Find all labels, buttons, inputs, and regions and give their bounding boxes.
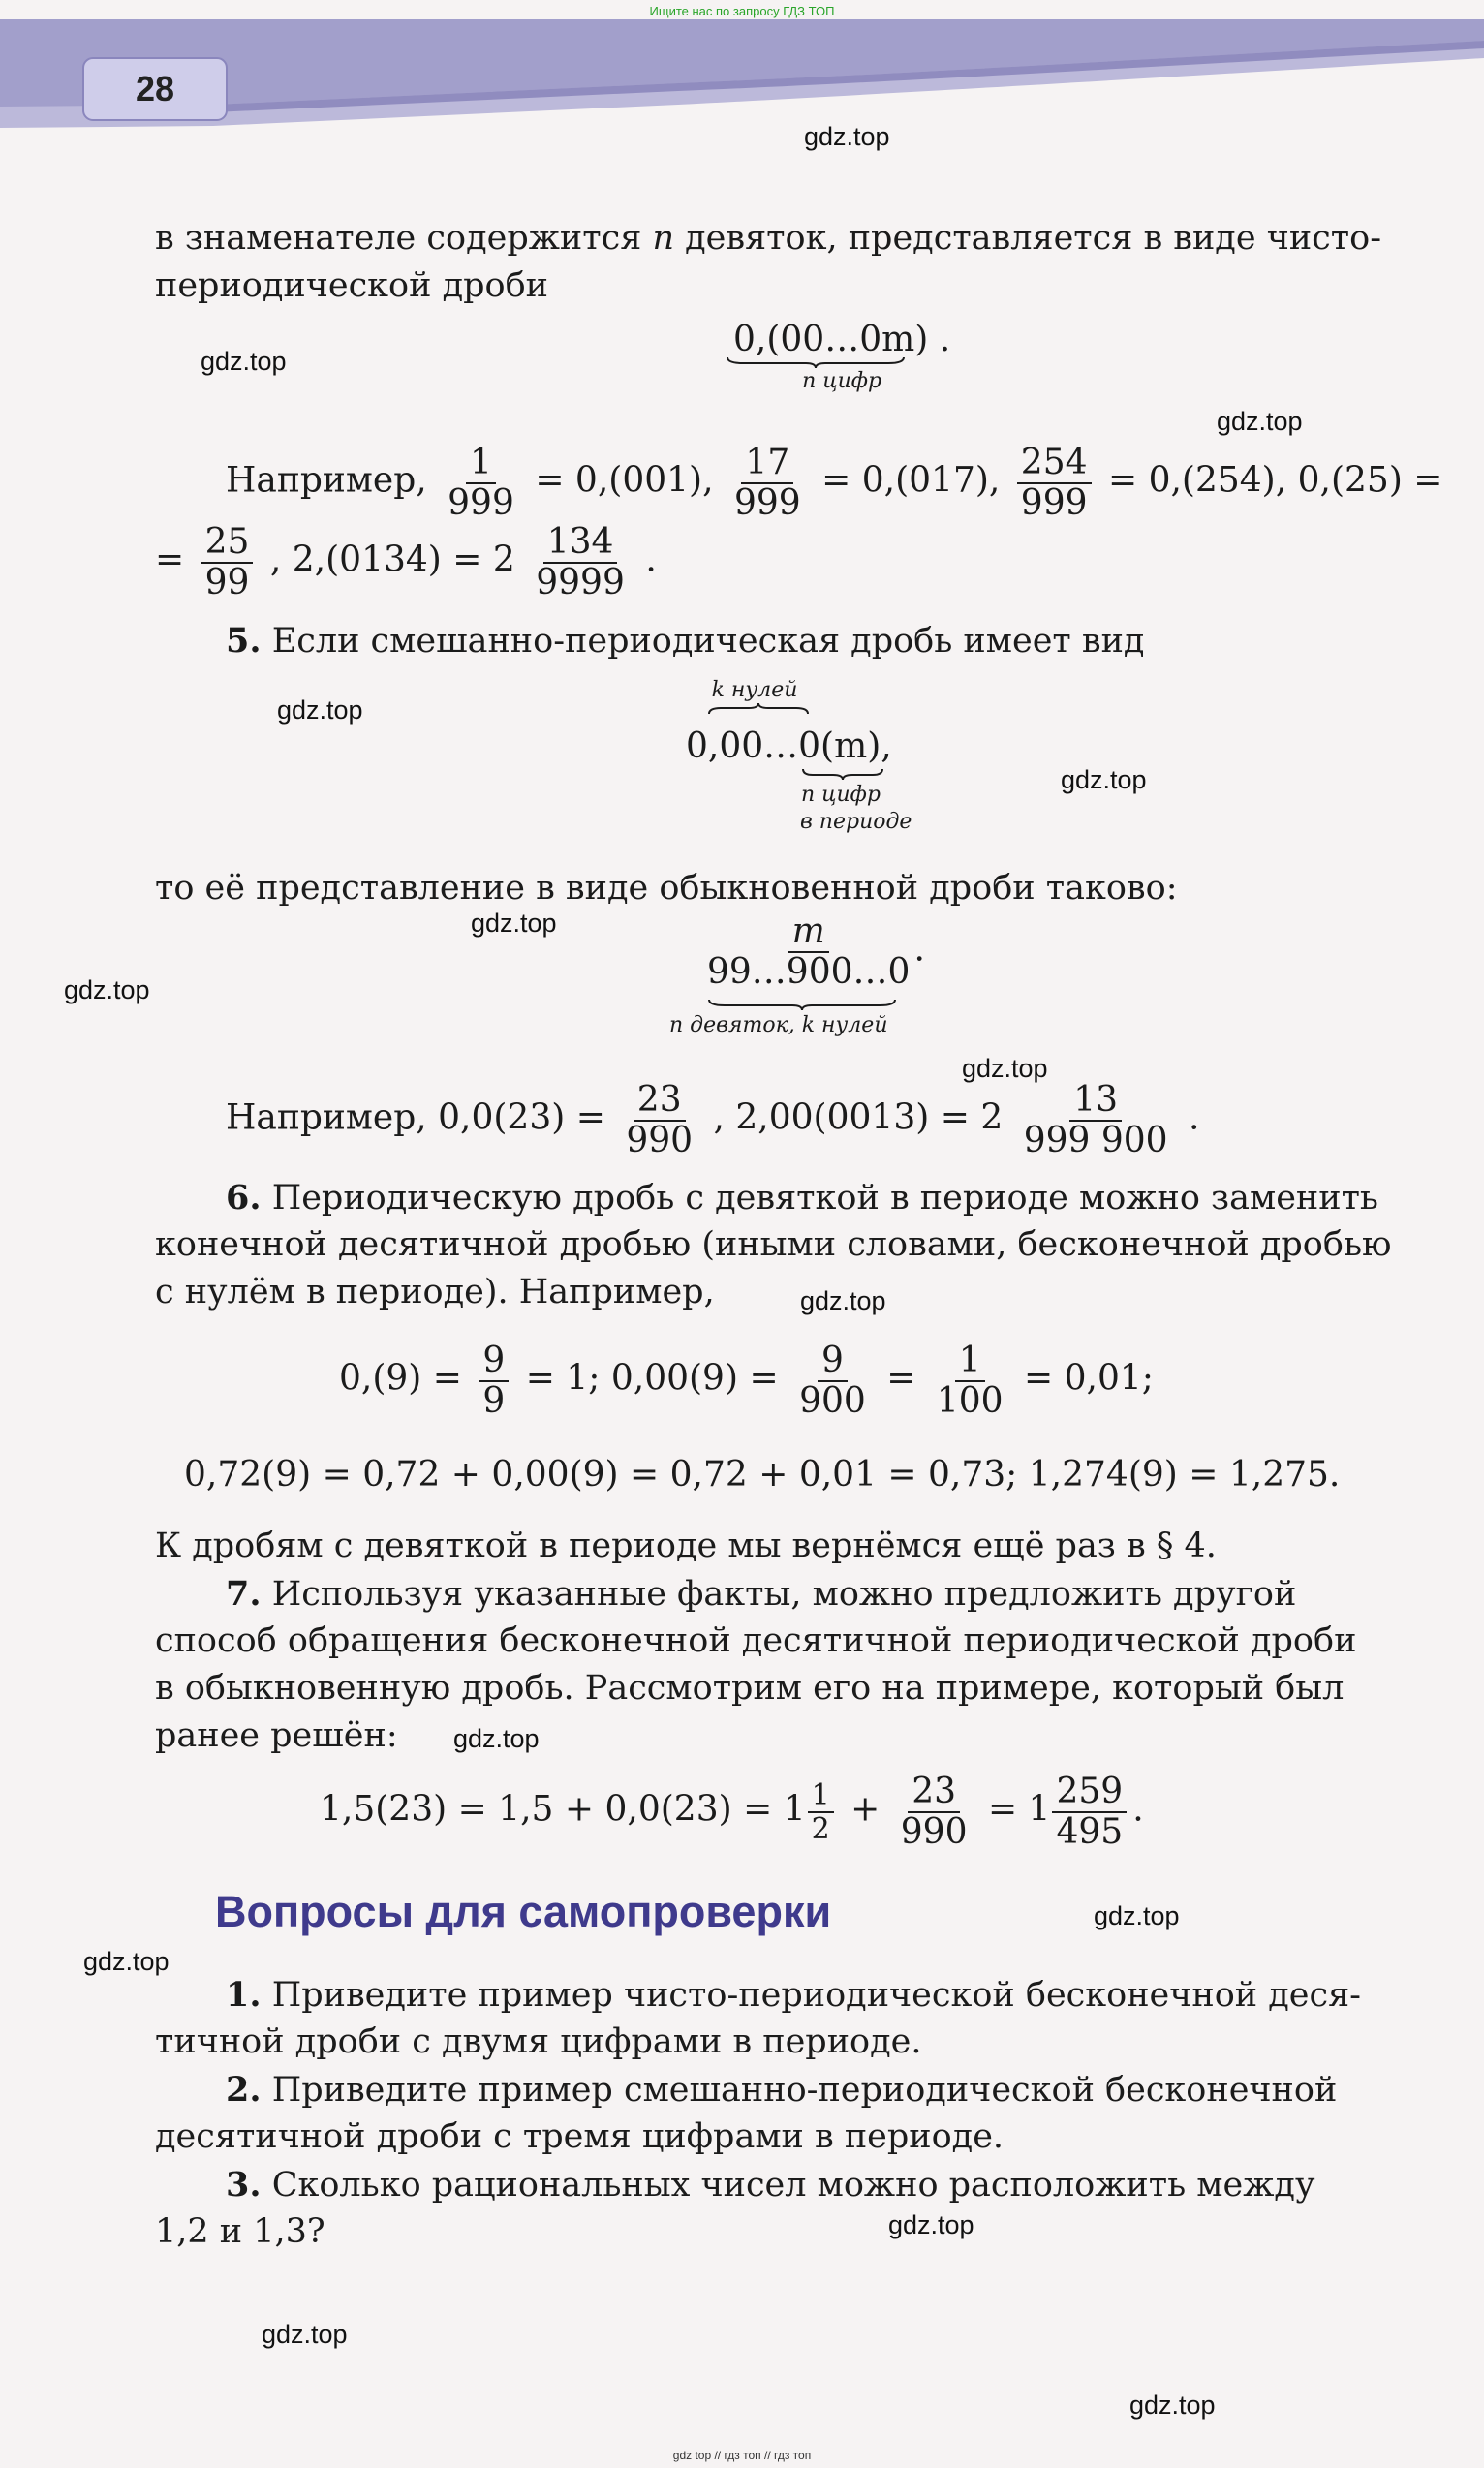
item-5: 5. Если смешанно-периодическая дробь имеет вид: [226, 621, 1145, 661]
fraction: $\frac{134}{9999}$: [536, 522, 625, 602]
overbrace: [705, 702, 812, 716]
question-3-line1: 3. Сколько рациональных чисел можно расположить между: [226, 2165, 1315, 2205]
fraction: $\frac{25}{99}$: [201, 523, 254, 602]
watermark: gdz.top: [800, 1286, 886, 1315]
watermark: gdz.top: [453, 1724, 540, 1753]
fraction: $\frac{23}{990}$: [900, 1772, 968, 1852]
watermark: gdz.top: [804, 122, 890, 151]
watermark: gdz.top: [888, 2210, 974, 2239]
formula-example-solved: 1,5(23) = 1,5 + 0,0(23) = 1 $\frac{1}{2}$ + $\frac{23}{990}$ = 1 $\frac{259}{495}$ .: [320, 1772, 1144, 1852]
question-2-line1: 2. Приведите пример смешанно-периодической бесконечной: [226, 2070, 1338, 2110]
formula-pure-period: 0,(00…0m) . n цифр: [733, 320, 950, 393]
fraction: $\frac{23}{990}$: [626, 1080, 694, 1160]
formula-mixed-period: k нулей: [717, 678, 812, 716]
example-2: Например, 0,0(23) = $\frac{23}{990}$ , 2,00(0013) = 2 $\frac{13}{999 900}$ .: [226, 1080, 1200, 1160]
fraction: $\frac{9}{9}$: [479, 1342, 509, 1420]
paragraph-1-line2: периодической дроби: [155, 266, 549, 305]
fraction: $\frac{9}{900}$: [799, 1341, 866, 1421]
watermark: gdz.top: [64, 975, 150, 1004]
item-6-line2: конечной десятичной дробью (иными словами, бесконечной дробью: [155, 1225, 1392, 1264]
underbrace: [799, 767, 886, 781]
paragraph-3: К дробям с девяткой в периоде мы вернёмся ещё раз в § 4.: [155, 1527, 1217, 1565]
example-1-line2: = $\frac{25}{99}$ , 2,(0134) = 2 $\frac{134}{9999}$ .: [155, 522, 657, 602]
formula-mixed-period-bottom: [799, 767, 886, 781]
label-nines-zeros: n девяток, k нулей: [669, 1013, 888, 1037]
item-6-line1: 6. Периодическую дробь с девяткой в периоде можно заменить: [226, 1178, 1378, 1218]
section-title: Вопросы для самопроверки: [215, 1887, 832, 1936]
watermark: gdz.top: [201, 347, 287, 376]
label-in-period: в периоде: [800, 810, 912, 834]
watermark: gdz.top: [471, 909, 557, 938]
watermark: gdz.top: [1061, 765, 1147, 794]
item-6-line3: с нулём в периоде). Например,: [155, 1273, 715, 1311]
question-3-line2: 1,2 и 1,3?: [155, 2212, 325, 2251]
fraction: $\frac{1}{2}$: [808, 1779, 834, 1845]
fraction: $\frac{259}{495}$: [1052, 1773, 1127, 1851]
question-2-line2: десятичной дроби с тремя цифрами в периоде.: [155, 2117, 1005, 2156]
formula-nines-1: 0,(9) = $\frac{9}{9}$ = 1; 0,00(9) = $\frac{9}{900}$ = $\frac{1}{100}$ = 0,01;: [339, 1341, 1154, 1421]
watermark: gdz.top: [1217, 407, 1303, 436]
watermark: gdz.top: [83, 1947, 170, 1976]
fraction: $\frac{1}{999}$: [448, 443, 514, 523]
fraction: $\frac{1}{100}$: [936, 1341, 1004, 1421]
label-n-digits: n цифр: [801, 783, 881, 807]
item-7-line4: ранее решён:: [155, 1716, 398, 1755]
example-1-line1: Например, $\frac{1}{999}$ = 0,(001), $\frac{17}{999}$ = 0,(017), $\frac{254}{999}$ = 0,(254), 0,(25) =: [226, 443, 1443, 523]
item-7-line2: способ обращения бесконечной десятичной периодической дроби: [155, 1621, 1357, 1660]
question-1-line2: тичной дроби с двумя цифрами в периоде.: [155, 2022, 922, 2061]
bottom-banner[interactable]: gdz top // гдз топ // гдз топ: [672, 2449, 812, 2462]
underbrace: [705, 998, 899, 1011]
formula-nines-2: 0,72(9) = 0,72 + 0,00(9) = 0,72 + 0,01 = 0,73; 1,274(9) = 1,275.: [184, 1455, 1341, 1495]
fraction: $\frac{254}{999}$: [1017, 444, 1092, 522]
watermark: gdz.top: [1129, 2391, 1216, 2420]
watermark: gdz.top: [277, 695, 363, 725]
watermark: gdz.top: [962, 1054, 1048, 1083]
item-7-line3: в обыкновенную дробь. Рассмотрим его на примере, который был: [155, 1669, 1345, 1708]
watermark: gdz.top: [1094, 1901, 1180, 1930]
question-1-line1: 1. Приведите пример чисто-периодической бесконечной деся-: [226, 1975, 1362, 2015]
paragraph-1: в знаменателе содержится n девяток, представляется в виде чисто-: [155, 219, 1382, 258]
item-7-line1: 7. Используя указанные факты, можно предложить другой: [226, 1574, 1297, 1614]
page-number: 28: [135, 69, 175, 108]
fraction: $\frac{13}{999 900}$: [1023, 1080, 1168, 1160]
paragraph-2: то её представление в виде обыкновенной дроби таково:: [155, 869, 1178, 908]
formula-mixed-period-value: 0,00…0(m),: [686, 726, 892, 766]
formula-mixed-fraction: $\frac{m}{99\dots 900\dots 0}$ .: [707, 911, 925, 992]
top-banner[interactable]: Ищите нас по запросу ГДЗ ТОП: [649, 4, 835, 18]
fraction: $\frac{17}{999}$: [733, 443, 801, 523]
watermark: gdz.top: [262, 2320, 348, 2349]
